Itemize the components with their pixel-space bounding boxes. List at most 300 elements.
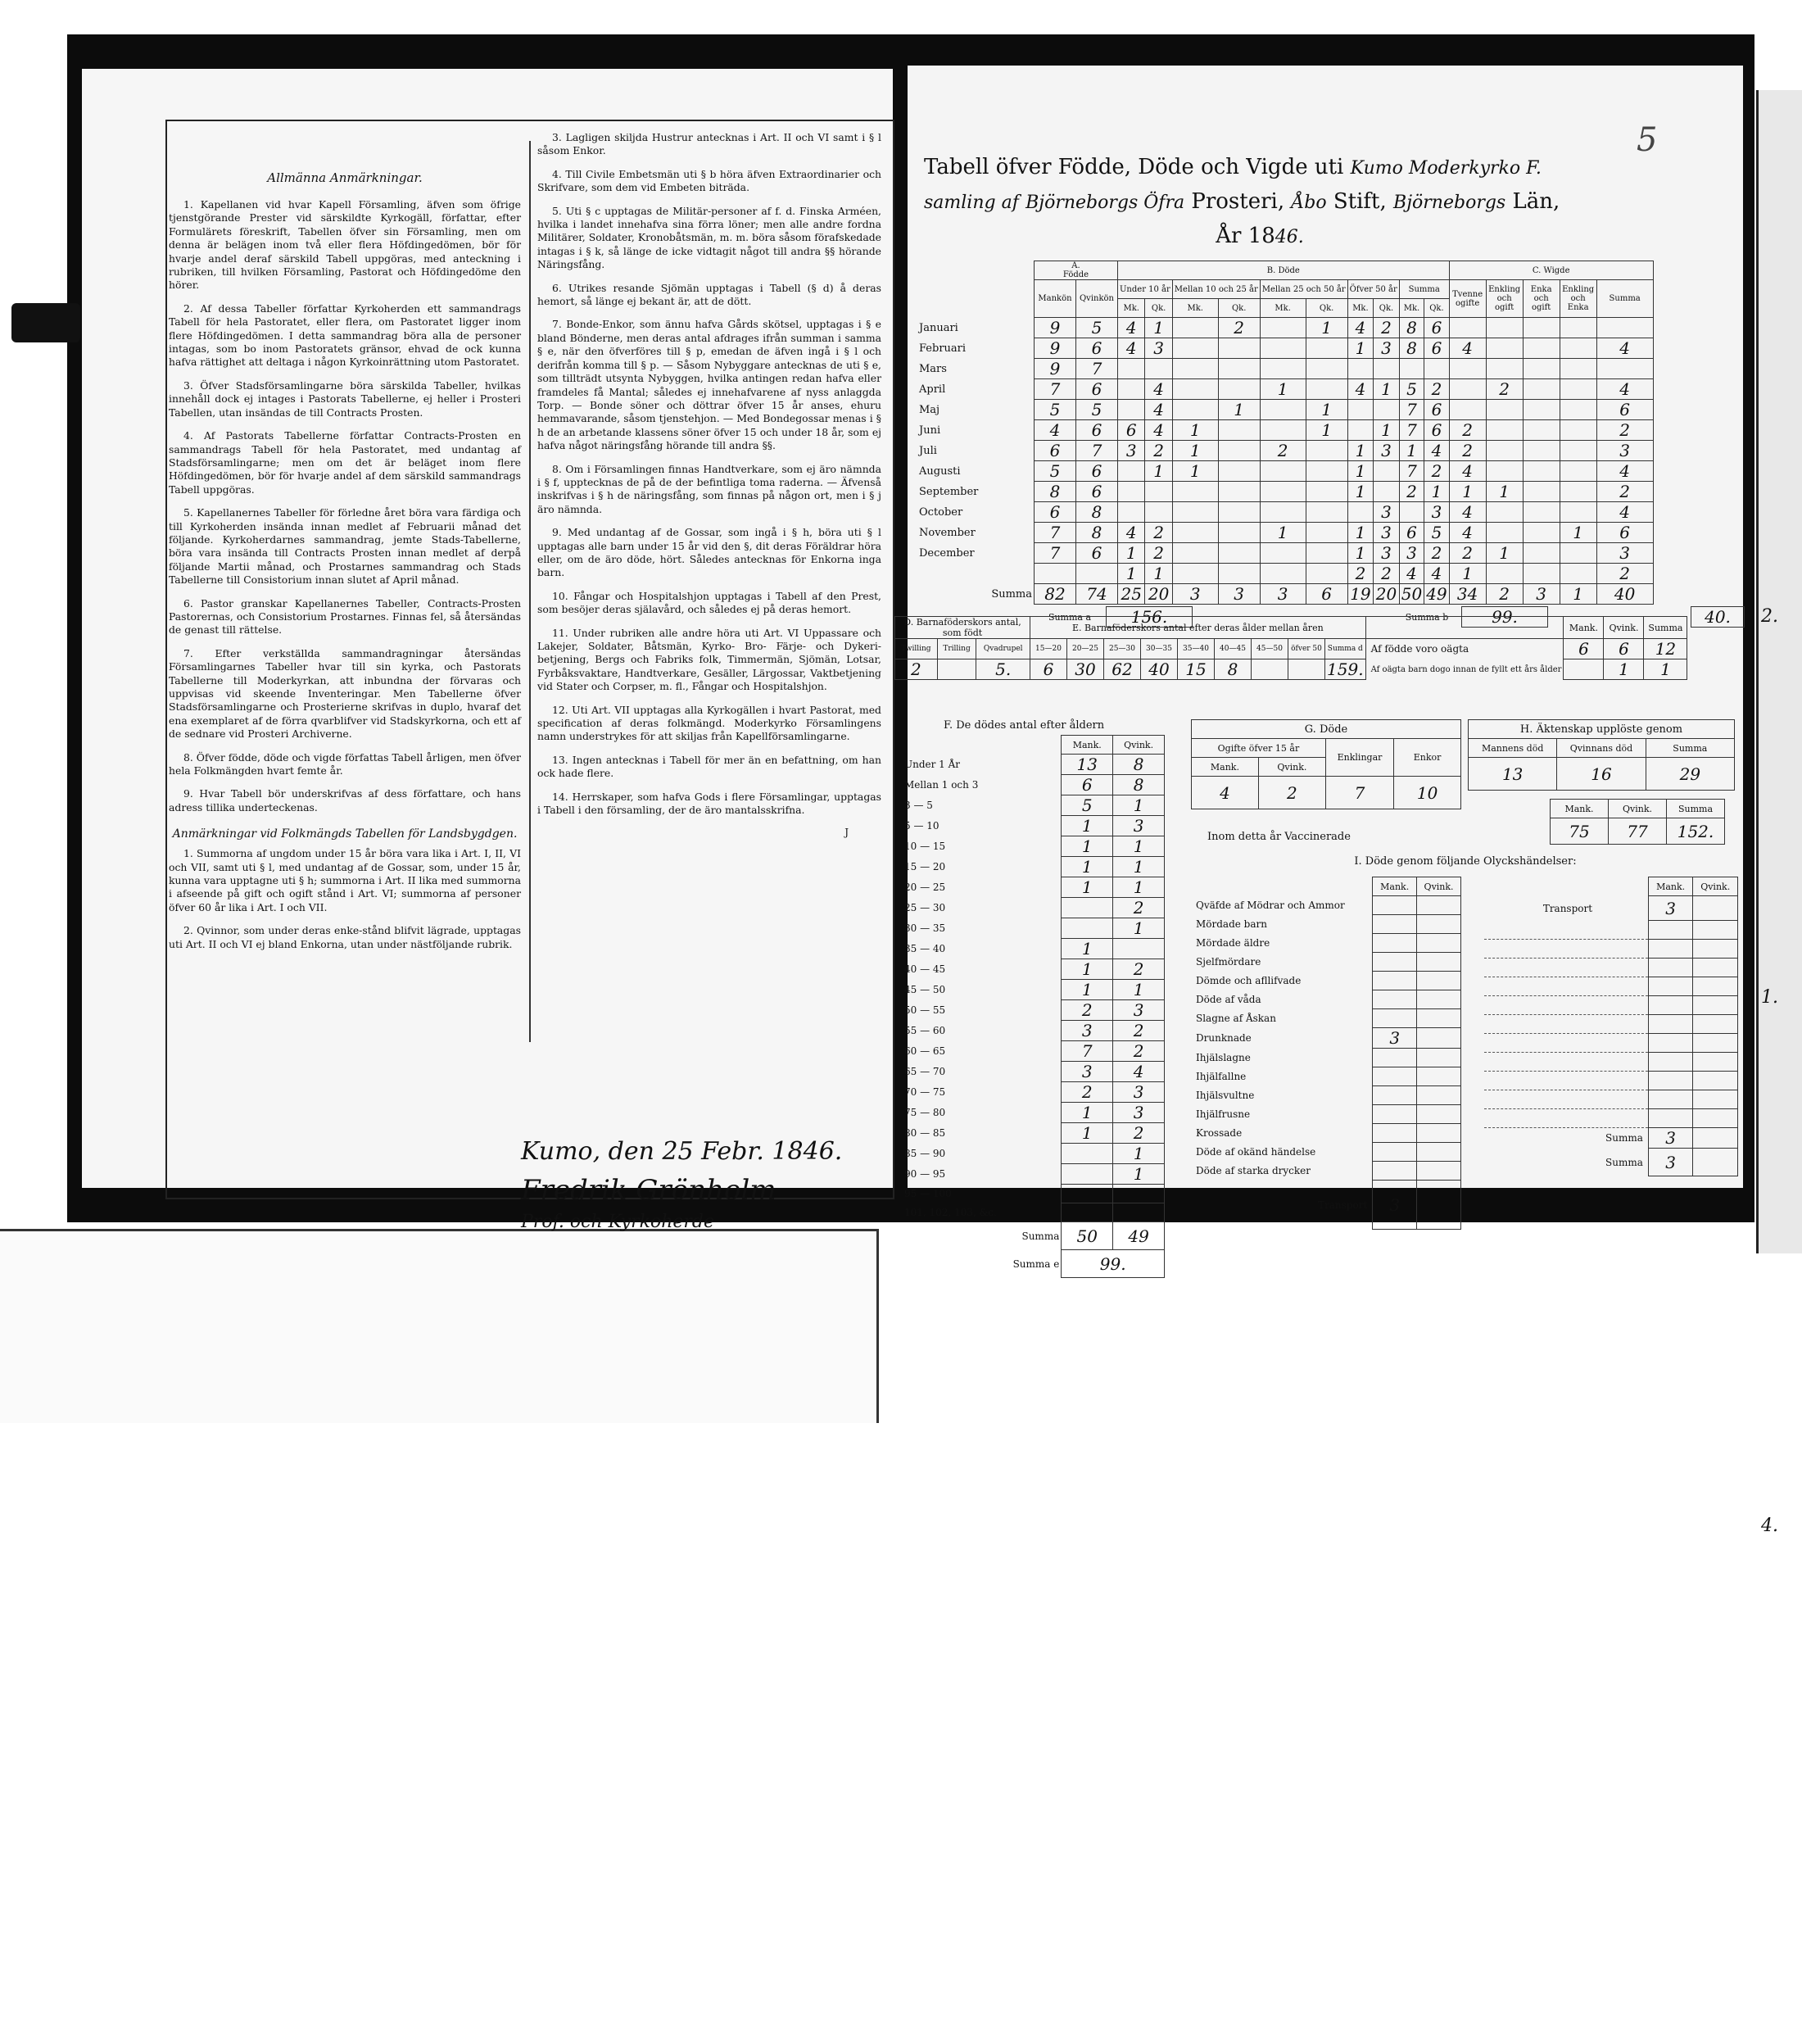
deaths-cell [1172, 400, 1218, 420]
population-remark-paragraph: 2. Qvinnor, som under deras enke-stånd blifvit lägrade, upptagas uti Art. II och VI ej bland Enkorna, utan under nästföljande rubrik. [169, 924, 521, 950]
age-label: 55 — 60 [904, 1025, 946, 1036]
remark-paragraph-2: 4. Till Civile Embetsmän uti § b höra äfven Extraordinarier och Skrifvare, som dem vid Embeten biträda. [537, 167, 881, 194]
accident-row [1191, 915, 1461, 934]
summa-c-cell: 40 [1596, 584, 1653, 605]
marriages-cell: 2 [1449, 543, 1486, 564]
accident-qvink [1417, 915, 1461, 934]
e-col-header: Summa d [1325, 639, 1366, 659]
deaths-cell [1172, 379, 1218, 400]
e-value [1288, 659, 1325, 680]
accident-row [1191, 972, 1461, 990]
marriages-cell: 4 [1596, 461, 1653, 482]
age-row [894, 959, 1165, 980]
age-qvink: 1 [1113, 1144, 1165, 1164]
age-mank [1062, 918, 1113, 939]
col-b-mk: Mk. [1172, 299, 1218, 318]
col-c-5: Summa [1596, 280, 1653, 318]
remark-paragraph-2: 8. Om i Församlingen finnas Handtverkare, som ej äro nämnda i § f, upptecknas de på de der befintliga toma raderna. — Äfvenså inskrifvas i § h de näringsfång, som finnas på någon ort, men i § j äro nämnda. [537, 462, 881, 515]
summa-c-cell: 3 [1523, 584, 1560, 605]
remark-paragraph: 6. Pastor granskar Kapellanernes Tabeller, Contracts-Prosten Pastorernas, och Consistorium Prostarnes. Finnas fel, så återsändas de genast till rättelse. [169, 596, 521, 637]
col-a-qvinkon: Qvinkön [1076, 280, 1118, 318]
age-row [894, 1000, 1165, 1021]
accident-row [1191, 1105, 1461, 1124]
age-mank: 3 [1062, 1021, 1113, 1041]
age-qvink: 1 [1113, 795, 1165, 816]
summa-c-cell: 2 [1486, 584, 1523, 605]
i2-summa2-m: 3 [1648, 1149, 1693, 1176]
accident-label: Ihjälfrusne [1196, 1108, 1251, 1120]
remark-paragraph: 4. Af Pastorats Tabellerne författar Contracts-Prosten en sammandrags Tabell för hela Pastoratet, med undantag af Stadsförsamlingarne; men om det är beläget inom flere Höfdingedömen, bör för hvarje andel af dem särskild sammandrags Tabell uppgöras. [169, 429, 521, 496]
signature-name: Fredrik Grönholm [521, 1174, 776, 1207]
d-value: 2 [895, 659, 938, 680]
accident-label: Qväfde af Mödrar och Ammor [1196, 900, 1345, 911]
accident-qvink [1417, 972, 1461, 990]
deaths-cell: 4 [1424, 441, 1449, 461]
deaths-cell: 2 [1374, 318, 1400, 338]
accident-mank [1373, 990, 1417, 1009]
month-row [909, 523, 1653, 543]
col-b-qk: Qk. [1374, 299, 1400, 318]
f-hdr-qvink: Qvink. [1113, 736, 1165, 755]
deaths-cell [1306, 482, 1347, 502]
deaths-cell [1218, 564, 1260, 584]
deaths-cell: 4 [1145, 400, 1172, 420]
deaths-cell: 4 [1118, 318, 1145, 338]
deaths-cell [1118, 400, 1145, 420]
deaths-cell: 4 [1118, 523, 1145, 543]
deaths-cell [1347, 400, 1374, 420]
deaths-cell: 3 [1145, 338, 1172, 359]
month-row [909, 420, 1653, 441]
general-remarks-column [169, 131, 521, 1188]
month-name: Februari [919, 342, 967, 355]
ogifte-value-2 [1564, 659, 1604, 680]
deaths-cell: 1 [1424, 482, 1449, 502]
deaths-cell: 1 [1399, 441, 1424, 461]
ogifte-hdr-summa: Summa [1644, 617, 1687, 639]
age-mank: 13 [1062, 755, 1113, 775]
deaths-cell [1218, 359, 1260, 379]
deaths-cell [1218, 523, 1260, 543]
e-value: 6 [1030, 659, 1067, 680]
f-summa-m: 50 [1062, 1222, 1113, 1250]
deaths-cell [1306, 502, 1347, 523]
deaths-cell: 1 [1218, 400, 1260, 420]
month-name: November [919, 526, 976, 539]
age-row [894, 857, 1165, 877]
marriages-cell: 1 [1486, 543, 1523, 564]
col-b-mk: Mk. [1118, 299, 1145, 318]
births-cell [1035, 564, 1076, 584]
age-mank: 1 [1062, 877, 1113, 898]
marriages-cell [1523, 461, 1560, 482]
d-col-header: Trilling [937, 639, 976, 659]
e-col-header: 15—20 [1030, 639, 1067, 659]
marriages-cell: 2 [1596, 482, 1653, 502]
deaths-cell [1347, 502, 1374, 523]
age-label: 60 — 65 [904, 1045, 946, 1057]
deaths-cell [1306, 379, 1347, 400]
marriages-cell [1486, 502, 1523, 523]
month-name: April [919, 383, 946, 396]
marriages-cell [1560, 502, 1596, 523]
age-qvink: 1 [1113, 980, 1165, 1000]
f-summa-q: 49 [1113, 1222, 1165, 1250]
age-mank [1062, 1144, 1113, 1164]
accident-label: Drunknade [1196, 1032, 1252, 1044]
accident-label: Dömde och afllifvade [1196, 975, 1302, 986]
accident-row [1191, 934, 1461, 953]
accident-mank: 3 [1373, 1028, 1417, 1049]
deaths-cell: 2 [1145, 441, 1172, 461]
accident-label: Mördade äldre [1196, 937, 1270, 949]
accident-label: Slagne af Åskan [1196, 1013, 1276, 1024]
births-cell: 5 [1035, 400, 1076, 420]
births-cell: 5 [1076, 318, 1118, 338]
marriages-cell [1449, 400, 1486, 420]
accident-label: Krossade [1196, 1127, 1243, 1139]
marriages-cell [1486, 359, 1523, 379]
ogifte-value-1: 6 [1604, 639, 1644, 659]
remark-paragraph-2: 13. Ingen antecknas i Tabell för mer än en befattning, om han ock hade flere. [537, 753, 881, 780]
ogifte-value-1: 12 [1644, 639, 1687, 659]
accident-row [1191, 953, 1461, 972]
deaths-cell [1260, 461, 1306, 482]
e-col-header: 30—35 [1141, 639, 1178, 659]
marriages-cell [1523, 400, 1560, 420]
deaths-cell: 3 [1399, 543, 1424, 564]
deaths-cell: 4 [1347, 318, 1374, 338]
accident-mank [1373, 1143, 1417, 1162]
deaths-cell: 1 [1347, 338, 1374, 359]
month-row [909, 359, 1653, 379]
general-remarks-list [169, 198, 521, 814]
transport-blank-row [1484, 1072, 1738, 1090]
deaths-cell [1118, 482, 1145, 502]
marriages-cell: 3 [1596, 543, 1653, 564]
births-cell: 6 [1076, 379, 1118, 400]
margin-mark: 4. [1761, 1516, 1778, 1536]
h-summa: Summa [1646, 739, 1734, 758]
deaths-cell [1172, 523, 1218, 543]
ogifte-value-2: 1 [1644, 659, 1687, 680]
marriages-cell [1523, 441, 1560, 461]
age-label: 30 — 35 [904, 922, 946, 934]
accident-qvink [1417, 1009, 1461, 1028]
summa-a-label: Summa a [1048, 611, 1092, 623]
accident-label: Ihjälslagne [1196, 1052, 1251, 1063]
transport-blank-row [1484, 996, 1738, 1015]
summa-a-cell: 74 [1076, 584, 1118, 605]
age-row [894, 1021, 1165, 1041]
deaths-cell: 2 [1374, 564, 1400, 584]
title-lan: Län, [1512, 189, 1560, 214]
age-row [894, 755, 1165, 775]
deaths-cell [1260, 359, 1306, 379]
age-label: 40 — 45 [904, 963, 946, 975]
age-mank: 1 [1062, 816, 1113, 836]
age-mank [1062, 1203, 1113, 1222]
deaths-cell: 7 [1399, 420, 1424, 441]
month-name: Juli [919, 444, 937, 457]
remark-paragraph-2: 5. Uti § c upptagas de Militär-personer af f. d. Finska Arméen, hvilka i landet innehafva sina förra löner; men alle andre fordna Militärer, Soldater, Kronobåtsmän, m. m. böra såsom förafskedade intagas i § k, så länge de icke vidtagit något till andra §§ hörande Näringsfång. [537, 204, 881, 271]
age-row [894, 775, 1165, 795]
deaths-cell [1218, 461, 1260, 482]
marriages-cell [1596, 318, 1653, 338]
age-qvink: 2 [1113, 1123, 1165, 1144]
deaths-cell [1374, 482, 1400, 502]
marriages-cell [1449, 359, 1486, 379]
deaths-cell [1306, 359, 1347, 379]
col-b-under10: Under 10 år [1118, 280, 1173, 299]
remark-paragraph-2: 6. Utrikes resande Sjömän upptagas i Tabell (§ d) å deras hemort, så länge ej bekant är, att de dött. [537, 281, 881, 308]
age-qvink [1113, 1203, 1165, 1222]
g-mank: Mank. [1192, 758, 1259, 777]
deaths-cell [1260, 338, 1306, 359]
deaths-cell: 2 [1260, 441, 1306, 461]
age-qvink [1113, 1185, 1165, 1203]
age-row [894, 980, 1165, 1000]
accident-row [1191, 1086, 1461, 1105]
deaths-cell [1306, 564, 1347, 584]
section-h [1468, 719, 1738, 845]
month-name: Mars [919, 362, 947, 375]
deaths-cell: 1 [1374, 379, 1400, 400]
births-cell: 5 [1035, 461, 1076, 482]
col-b-qk: Qk. [1145, 299, 1172, 318]
deaths-cell [1145, 482, 1172, 502]
age-label: 70 — 75 [904, 1086, 946, 1098]
deaths-cell [1306, 543, 1347, 564]
deaths-cell [1172, 318, 1218, 338]
deaths-cell [1172, 543, 1218, 564]
i2-summa-m: 3 [1648, 1128, 1693, 1149]
age-qvink: 2 [1113, 1041, 1165, 1062]
col-c-3: Enka och ogift [1523, 280, 1560, 318]
births-cell: 6 [1076, 420, 1118, 441]
e-col-header: 25—30 [1104, 639, 1141, 659]
age-mank: 2 [1062, 1082, 1113, 1103]
marriages-cell: 1 [1449, 564, 1486, 584]
table-title [924, 151, 1743, 254]
age-mank: 1 [1062, 980, 1113, 1000]
deaths-cell [1374, 359, 1400, 379]
deaths-cell: 6 [1424, 420, 1449, 441]
d-col-header: Twilling [895, 639, 938, 659]
age-label: 35 — 40 [904, 943, 946, 954]
i2-hdr-mank: Mank. [1648, 877, 1693, 896]
marriages-cell [1523, 318, 1560, 338]
accident-mank [1373, 1086, 1417, 1105]
title-print: Tabell öfver Födde, Döde och Vigde uti [924, 155, 1344, 179]
marriages-cell [1523, 359, 1560, 379]
transport-blank-row [1484, 921, 1738, 940]
deaths-cell: 5 [1399, 379, 1424, 400]
accident-qvink [1417, 1105, 1461, 1124]
deaths-cell: 2 [1424, 379, 1449, 400]
section-h-title: H. Äktenskap upplöste genom [1469, 720, 1735, 739]
age-mank: 1 [1062, 939, 1113, 959]
e-value: 30 [1067, 659, 1104, 680]
month-name: October [919, 505, 963, 519]
e-col-header: 45—50 [1252, 639, 1288, 659]
d-value [937, 659, 976, 680]
age-label: 75 — 80 [904, 1107, 946, 1118]
marriages-cell: 4 [1449, 502, 1486, 523]
f-summa-label: Summa [1021, 1230, 1060, 1242]
deaths-cell: 1 [1118, 543, 1145, 564]
deaths-cell: 1 [1172, 461, 1218, 482]
births-deaths-marriages-table [909, 261, 1745, 628]
marriages-cell: 4 [1596, 502, 1653, 523]
month-row [909, 379, 1653, 400]
marriages-cell [1486, 318, 1523, 338]
deaths-cell [1172, 482, 1218, 502]
remark-paragraph: 5. Kapellanernes Tabeller för förledne året böra vara färdiga och till Kyrkoherden insända innan medlet af Februarii månad det följande. Kyrkoherdarnes sammandrag, jemte Stads-Tabellerne, böra vara insända till Contracts Prosten innan medlet af derpå följande Martii månad, och Prostarnes sammandrag och Stads Tabellerne till Consistorium innan slutet af April månad. [169, 506, 521, 587]
deaths-cell [1218, 543, 1260, 564]
deaths-cell: 6 [1399, 523, 1424, 543]
deaths-cell: 2 [1424, 461, 1449, 482]
marriages-cell: 2 [1486, 379, 1523, 400]
title-prosteri-name: Björneborgs Öfra [1026, 193, 1185, 213]
accident-qvink [1417, 1124, 1461, 1143]
col-c-2: Enkling och ogift [1486, 280, 1523, 318]
vacc-val-summa: 152. [1667, 818, 1725, 845]
section-g [1191, 719, 1461, 843]
marriages-cell [1486, 461, 1523, 482]
births-cell: 8 [1076, 523, 1118, 543]
deaths-cell: 8 [1399, 338, 1424, 359]
summa-b-cell: 3 [1218, 584, 1260, 605]
section-b-header: B. Döde [1118, 261, 1450, 280]
month-row [909, 543, 1653, 564]
deaths-cell: 1 [1306, 400, 1347, 420]
year-label: År 18 [1216, 224, 1275, 248]
age-qvink: 1 [1113, 1164, 1165, 1185]
marriages-cell [1596, 359, 1653, 379]
births-cell: 7 [1076, 441, 1118, 461]
deaths-cell [1260, 543, 1306, 564]
marriages-cell [1560, 338, 1596, 359]
age-mank: 1 [1062, 1103, 1113, 1123]
month-row [909, 441, 1653, 461]
accident-mank [1373, 1009, 1417, 1028]
accident-row [1191, 1124, 1461, 1143]
marriages-cell: 1 [1560, 523, 1596, 543]
d-value: 5. [976, 659, 1030, 680]
deaths-cell: 1 [1347, 482, 1374, 502]
deaths-cell [1374, 400, 1400, 420]
age-label: 20 — 25 [904, 882, 946, 893]
accident-qvink [1417, 1143, 1461, 1162]
age-qvink: 1 [1113, 918, 1165, 939]
title-parish: Kumo Moderkyrko F. [1350, 158, 1542, 179]
age-label: 65 — 70 [904, 1066, 946, 1077]
births-cell: 8 [1076, 502, 1118, 523]
deaths-cell: 4 [1145, 379, 1172, 400]
age-label: 25 — 30 [904, 902, 946, 913]
i2-summa-label: Summa [1605, 1132, 1643, 1144]
deaths-cell: 2 [1424, 543, 1449, 564]
deaths-cell [1118, 502, 1145, 523]
marriages-cell [1486, 400, 1523, 420]
e-col-header: öfver 50 [1288, 639, 1325, 659]
remark-paragraph-2: 7. Bonde-Enkor, som ännu hafva Gårds skötsel, upptagas i § e bland Bönderne, men deras antal afdrages ifrån summan i samma § e, när den öfverföres till § p, emedan de äfven ingå i § l och derifrån komma till § p. — Såsom Nybyggare antecknas de uti § e, som tillträdt utsynta Nybyggen, hvilka antingen redan hafva eller framdeles få Mantal; således ej innehafvarene af nyss anlaggda Torp. — Bonde söner och döttrar öfver 15 år anses, ehuru hemmavarande, såsom tjenstehjon. — Med Bondegossar menas i § h de an arbetande klassens söner öfver 15 och under 18 år, som ej hafva något näringsfång hörande till andra §§. [537, 318, 881, 452]
g-qvink: Qvink. [1258, 758, 1325, 777]
age-row [894, 1123, 1165, 1144]
title-stift: Stift, [1333, 189, 1387, 214]
marriages-cell: 6 [1596, 400, 1653, 420]
deaths-cell: 1 [1306, 318, 1347, 338]
col-b-qk: Qk. [1218, 299, 1260, 318]
summa-b-cell: 25 [1118, 584, 1145, 605]
i2-hdr-qvink: Qvink. [1693, 877, 1738, 896]
age-label: 80 — 85 [904, 1127, 946, 1139]
marriages-cell [1560, 482, 1596, 502]
accident-qvink [1417, 934, 1461, 953]
col-b-summa: Summa [1399, 280, 1449, 299]
marriages-cell [1560, 379, 1596, 400]
accident-label: Ihjälsvultne [1196, 1090, 1255, 1101]
section-g-title: G. Döde [1192, 720, 1461, 739]
month-name: Januari [919, 321, 958, 334]
marriages-cell [1486, 441, 1523, 461]
remark-paragraph-2: 14. Herrskaper, som hafva Gods i flere Församlingar, upptagas i Tabell i den församling, der de äro mantalsskrifna. [537, 790, 881, 817]
deaths-cell: 4 [1118, 338, 1145, 359]
marriages-cell: 2 [1449, 441, 1486, 461]
age-mank: 1 [1062, 959, 1113, 980]
summa-b-cell: 20 [1145, 584, 1172, 605]
col-c-1: Tvenne ogifte [1449, 280, 1486, 318]
accident-row [1191, 1028, 1461, 1049]
accident-label: Mördade barn [1196, 918, 1267, 930]
marriages-cell: 2 [1596, 564, 1653, 584]
age-label: 15 — 20 [904, 861, 946, 872]
accident-row [1191, 1143, 1461, 1162]
summa-a-total: 156. [1107, 607, 1193, 628]
deaths-cell [1260, 318, 1306, 338]
deaths-cell: 1 [1347, 441, 1374, 461]
age-qvink: 3 [1113, 1000, 1165, 1021]
h-val-summa: 29 [1646, 758, 1734, 791]
i2-transport-m: 3 [1648, 896, 1693, 921]
accident-row [1191, 990, 1461, 1009]
deaths-cell: 1 [1347, 523, 1374, 543]
ogifte-hdr-mank: Mank. [1564, 617, 1604, 639]
deaths-cell: 4 [1347, 379, 1374, 400]
section-f [894, 719, 1165, 1278]
deaths-cell: 2 [1218, 318, 1260, 338]
accident-mank [1373, 1067, 1417, 1086]
month-name: Augusti [919, 465, 961, 478]
age-row [894, 918, 1165, 939]
marriages-cell [1523, 338, 1560, 359]
accident-label: Döde af våda [1196, 994, 1261, 1005]
marriages-cell: 4 [1596, 379, 1653, 400]
title-prosteri: Prosteri, [1191, 189, 1285, 214]
e-col-header: 40—45 [1215, 639, 1252, 659]
accident-qvink [1417, 1028, 1461, 1049]
age-row [894, 1041, 1165, 1062]
age-row [894, 1203, 1165, 1222]
deaths-cell [1306, 523, 1347, 543]
age-row [894, 939, 1165, 959]
col-b-mk: Mk. [1347, 299, 1374, 318]
summa-b-label: Summa b [1405, 611, 1449, 623]
f-summa-e: 99. [1062, 1250, 1165, 1278]
marriages-cell [1560, 441, 1596, 461]
summa-c-cell: 1 [1560, 584, 1596, 605]
